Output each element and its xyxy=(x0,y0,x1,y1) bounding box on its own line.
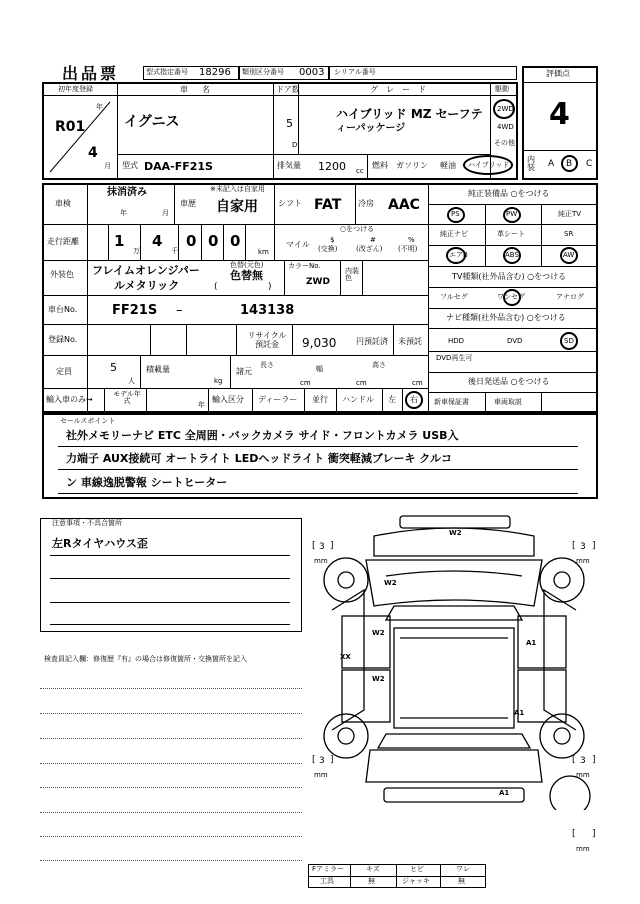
paren-open: ( xyxy=(214,282,218,292)
equip-aw: AW xyxy=(563,251,575,259)
import-parallel: 並行 xyxy=(312,395,328,404)
tv-analog: アナログ xyxy=(556,293,584,301)
legend-value: ジャッキ xyxy=(402,877,430,885)
ac-value: AAC xyxy=(388,197,420,213)
capacity-value: 5 xyxy=(110,361,117,374)
mileage-mile: マイル xyxy=(286,240,310,249)
notes-line: 左Rタイヤハウス歪 xyxy=(52,537,148,550)
color-change-value: 色替無 xyxy=(230,269,263,282)
tread-front-left: 3 xyxy=(319,542,325,552)
chassis-number: 143138 xyxy=(240,303,295,318)
doors-value: 5 xyxy=(286,117,293,130)
handle-label: ハンドル xyxy=(342,395,374,404)
fuel-gasoline: ガソリン xyxy=(396,161,428,170)
inspection-label: 車検 xyxy=(55,199,71,208)
mileage-opt1: (交換) xyxy=(318,245,338,253)
damage-mark-left-fender: W2 xyxy=(384,579,397,587)
cm-unit: cm xyxy=(412,379,423,387)
damage-mark-left-rocker: XX xyxy=(340,653,351,661)
mileage-digit: 4 xyxy=(152,232,163,250)
reg-label: 登録No. xyxy=(48,335,78,344)
notes-box xyxy=(40,518,302,632)
auction-sheet: 出品票 型式指定番号 18296 類別区分番号 0003 シリアル番号 評価点 4 内 装 A B C 初年度登録 年 R01 4 月 車名 イグニス ドア数 5 D グレード ハイブリッド MZ セーフテ ィーパッケージ 駆動 2WD 4WD その他 型式 DAA-FF21S 排気量 1200 cc 燃料 ガソリン 軽油 ハイブリッド 車検 抹消済み 年 月 車歴 ※未記入は自家用 自家用 シフト FAT 冷房 AAC 走行距離 1 万 4 千 0 0 0 km マイル ○をつける $ (交換) # (改ざん) % (不明) 外装色 フレイムオレンジパー ルメタリック 色替(元色) 色替無 ( ) カラーNo. ZWD 内装色 車台No. FF21S – 143138 登録No. リサイクル預託金 9,030 円預託済 未預託 定員 5 人 積載量 kg 諸元 長さ cm 幅 cm 高さ cm 輸入車のみ→ モデル年式 年 輸入区分 ディーラー 並行 ハンドル 左 右 純正装備品 ○をつける PS PW 純正TV 純正ナビ 革シート SR エアB ABS AW TV種類(社外品含む) ○をつける フルセグ ワンセグ アナログ ナビ種類(社外品含む) ○をつける HDD DVD SD DVD再生可 後日発送品 ○をつける 新車保証書 車両取説 セールスポイント 社外メモリーナビ ETC 全周囲・バックカメラ サイド・フロントカメラ USB入 力端子 AUX接続可 オートライト LEDヘッドライト 衝突軽減ブレーキ クルコ ン 車線逸脱警報 シートヒーター 注意事項・不具合箇所 左Rタイヤハウス歪 検査員記入欄：修復歴『有』の場合は修復箇所・交換箇所を記入 W2 W2 W2 W2 XX A1 A1 A1 [ 3 ] mm [ 3 ] mm [ 3 ] mm [ 3 ] mm [ ] mm Fアミラー キズ ヒビ ワレ 工具 無 ジャッキ 無 xyxy=(0,0,640,904)
legend-value: 工具 xyxy=(320,877,334,885)
legend-header: ヒビ xyxy=(410,865,424,873)
equip-abs: ABS xyxy=(505,251,519,259)
legend-header: Fアミラー xyxy=(312,865,345,873)
inspection-year-unit: 年 xyxy=(120,209,127,217)
genuine-equipment-title: 純正装備品 ○をつける xyxy=(468,189,550,198)
cc-unit: cc xyxy=(356,167,364,175)
drive-other: その他 xyxy=(494,139,515,147)
tv-oneseg: ワンセグ xyxy=(497,293,525,301)
tv-title: TV種類(社外品含む) ○をつける xyxy=(452,272,567,281)
mileage-digit: 0 xyxy=(186,232,197,250)
chassis-prefix: FF21S xyxy=(112,303,158,318)
equip-ps: PS xyxy=(451,210,460,218)
navi-hdd: HDD xyxy=(448,337,465,345)
legend-header: キズ xyxy=(366,865,380,873)
load-label: 積載量 xyxy=(146,365,170,374)
mileage-opt2: (改ざん) xyxy=(356,245,383,253)
grade-point-value: 4 xyxy=(549,97,570,132)
model-year-label: モデル年式 xyxy=(113,390,141,405)
serial-label: シリアル番号 xyxy=(334,68,376,76)
after-warranty: 新車保証書 xyxy=(434,398,469,406)
interior-grade-a: A xyxy=(548,159,555,169)
door-suffix: D xyxy=(292,141,298,149)
after-shipping-title: 後日発送品 ○をつける xyxy=(468,377,550,386)
model-label: 型式 xyxy=(122,161,138,170)
mileage-opt3-sym: % xyxy=(408,236,415,244)
grade-line2: ィーパッケージ xyxy=(336,123,406,134)
model-value: DAA-FF21S xyxy=(144,160,213,173)
sheet-title: 出品票 xyxy=(62,64,120,83)
first-reg-label: 初年度登録 xyxy=(58,85,93,93)
notes-label: 注意事項・不具合箇所 xyxy=(52,519,122,527)
import-label: 輸入車のみ→ xyxy=(46,395,93,404)
dims-label: 諸元 xyxy=(236,367,252,376)
sales-point-line: ン 車線逸脱警報 シートヒーター xyxy=(66,476,228,489)
class-number-value: 0003 xyxy=(299,67,325,78)
damage-mark-left-rear-door: W2 xyxy=(372,675,385,683)
damage-mark-front: W2 xyxy=(449,529,462,537)
month-unit: 月 xyxy=(104,162,111,170)
equip-tv: 純正TV xyxy=(558,210,582,218)
mileage-opt1-sym: $ xyxy=(330,236,335,244)
mileage-digit: 1 xyxy=(114,232,125,250)
displacement-label: 排気量 xyxy=(277,161,301,170)
inspection-month-unit: 月 xyxy=(162,209,169,217)
sales-point-line: 社外メモリーナビ ETC 全周囲・バックカメラ サイド・フロントカメラ USB入 xyxy=(66,429,459,442)
model-year-unit: 年 xyxy=(198,401,205,409)
equip-leather: 革シート xyxy=(497,230,525,238)
ac-label: 冷房 xyxy=(358,199,374,208)
legend-header: ワレ xyxy=(456,865,470,873)
history-label: 車歴 xyxy=(180,199,196,208)
mileage-label: 走行距離 xyxy=(47,237,79,246)
damage-mark-right-rear-door: A1 xyxy=(514,709,525,717)
color-change-label: 色替(元色) xyxy=(230,261,264,269)
displacement-value: 1200 xyxy=(318,160,346,173)
mileage-opt2-sym: # xyxy=(370,236,376,244)
navi-dvd: DVD xyxy=(507,337,523,345)
cm-unit: cm xyxy=(356,379,367,387)
fuel-label: 燃料 xyxy=(372,161,388,170)
history-value: 自家用 xyxy=(216,199,258,215)
equip-navi: 純正ナビ xyxy=(440,230,468,238)
mm-unit: mm xyxy=(576,845,590,853)
length-label: 長さ xyxy=(260,361,274,369)
handle-left: 左 xyxy=(388,395,396,404)
grade-point-label: 評価点 xyxy=(546,69,570,78)
legend-value: 無 xyxy=(368,877,375,885)
recycle-label: リサイクル預託金 xyxy=(247,331,287,349)
mileage-digit: 0 xyxy=(208,232,219,250)
import-type-label: 輸入区分 xyxy=(212,395,244,404)
color-value-1: フレイムオレンジパー xyxy=(92,264,200,277)
history-note: ※未記入は自家用 xyxy=(210,185,265,193)
damage-mark-left-front-door: W2 xyxy=(372,629,385,637)
grade-label: グレード xyxy=(370,85,434,94)
equip-sr: SR xyxy=(564,230,574,238)
inspector-label: 検査員記入欄：修復歴『有』の場合は修復箇所・交換箇所を記入 xyxy=(44,655,247,663)
mileage-km: km xyxy=(258,248,269,256)
inspection-value: 抹消済み xyxy=(107,187,147,198)
type-number-value: 18296 xyxy=(199,67,231,78)
import-dealer: ディーラー xyxy=(258,395,298,404)
mileage-man: 万 xyxy=(133,247,140,255)
sales-points-label: セールスポイント xyxy=(60,417,116,425)
mileage-mark-label: ○をつける xyxy=(340,225,375,233)
year-unit: 年 xyxy=(96,103,103,111)
mileage-opt3: (不明) xyxy=(398,245,418,253)
doors-label: ドア数 xyxy=(276,85,300,94)
chassis-label: 車台No. xyxy=(48,305,78,314)
damage-mark-right-front-door: A1 xyxy=(526,639,537,647)
legend-value: 無 xyxy=(458,877,465,885)
mm-unit: mm xyxy=(314,771,328,779)
first-reg-month: 4 xyxy=(88,145,98,161)
grade-line1: ハイブリッド MZ セーフテ xyxy=(336,107,483,121)
paren-close: ) xyxy=(268,282,272,292)
color-no-label: カラーNo. xyxy=(288,262,321,270)
mileage-digit: 0 xyxy=(230,232,241,250)
dvd-playback-label: DVD再生可 xyxy=(436,354,473,362)
mileage-sen: 千 xyxy=(171,247,178,255)
car-name: イグニス xyxy=(124,114,180,130)
navi-title: ナビ種類(社外品含む) ○をつける xyxy=(446,313,566,322)
cm-unit: cm xyxy=(300,379,311,387)
equip-airbag: エアB xyxy=(449,251,468,259)
after-manual: 車両取説 xyxy=(494,398,522,406)
capacity-unit: 人 xyxy=(128,377,135,385)
handle-right: 右 xyxy=(410,395,418,404)
chassis-dash: – xyxy=(176,303,183,318)
recycle-unit: 円預託済 xyxy=(356,337,388,346)
mm-unit: mm xyxy=(314,557,328,565)
drive-4wd: 4WD xyxy=(497,123,514,131)
recycle-unpaid: 未預託 xyxy=(398,337,422,346)
color-value-2: ルメタリック xyxy=(114,279,180,292)
tv-fullseg: フルセグ xyxy=(440,293,468,301)
interior-color-label: 内装色 xyxy=(345,267,359,282)
fuel-diesel: 軽油 xyxy=(440,161,456,170)
shift-label: シフト xyxy=(278,199,302,208)
color-no-value: ZWD xyxy=(306,277,330,287)
tread-rear-left: 3 xyxy=(319,756,325,766)
navi-sd: SD xyxy=(564,337,574,345)
tread-front-right: 3 xyxy=(580,542,586,552)
color-label: 外装色 xyxy=(50,270,74,279)
class-number-label: 類別区分番号 xyxy=(242,68,284,76)
tread-rear-right: 3 xyxy=(580,756,586,766)
mm-unit: mm xyxy=(576,557,590,565)
recycle-value: 9,030 xyxy=(302,336,337,350)
drive-label: 駆動 xyxy=(495,85,509,93)
drive-2wd: 2WD xyxy=(497,105,514,113)
height-label: 高さ xyxy=(372,361,386,369)
capacity-label: 定員 xyxy=(56,367,72,376)
equip-pw: PW xyxy=(506,210,518,218)
load-unit: kg xyxy=(214,377,223,385)
width-label: 幅 xyxy=(316,365,323,373)
interior-grade-c: C xyxy=(586,159,593,169)
type-number-label: 型式指定番号 xyxy=(146,68,188,76)
damage-mark-rear: A1 xyxy=(499,789,510,797)
first-reg-era: R01 xyxy=(55,119,86,135)
interior-grade-b: B xyxy=(566,159,573,169)
sales-point-line: 力端子 AUX接続可 オートライト LEDヘッドライト 衝突軽減ブレーキ クルコ xyxy=(66,452,452,465)
fuel-hybrid: ハイブリッド xyxy=(468,161,510,169)
shift-value: FAT xyxy=(314,197,342,213)
mm-unit: mm xyxy=(576,771,590,779)
car-name-label: 車名 xyxy=(180,85,224,94)
